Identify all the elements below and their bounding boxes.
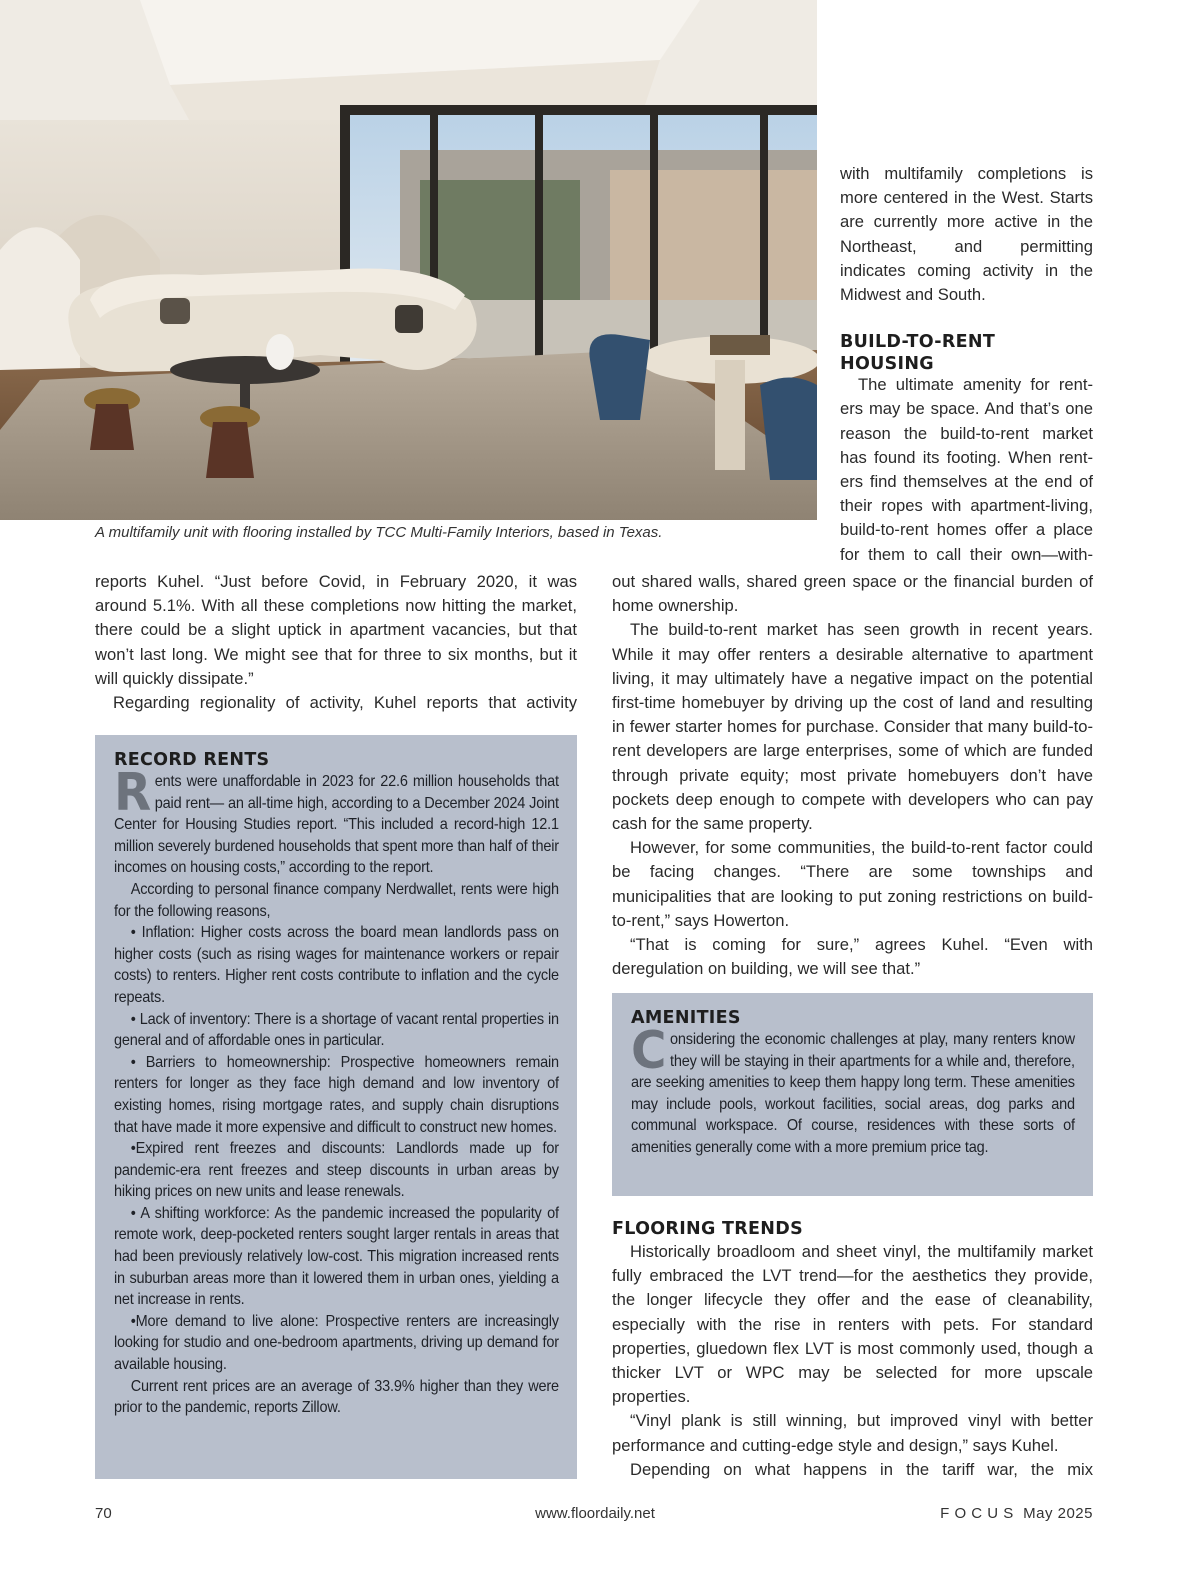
regional-paragraph: with multifamily completions is more centered in the West. Starts are currently more active in the Northeast, and permitting indicates coming activity in the Midwest and South. (840, 164, 1093, 305)
regionality-paragraph: Regarding regionality of activity, Kuhel reports that activity (113, 693, 577, 713)
amenities-sidebar (612, 993, 1093, 1196)
record-rents-sidebar (95, 735, 577, 1479)
amenities-dropcap: C (631, 1021, 667, 1081)
flooring-trends-lvt-paragraph: Historically broadloom and sheet vinyl, the multifamily market fully embraced the LVT trend—for the aesthetics they provide, the longer lifecycle they offer and the ease of cleanability, especially with the rise in renters with pets. For standard properties, gluedown flex LVT is most commonly used, though a thicker LVT or WPC may be selected for more upscale properties. (612, 1242, 1093, 1407)
intro-line: build-to-rent homes offer a place (840, 520, 1093, 540)
page-number: 70 (95, 1505, 112, 1522)
kuhel-quote-paragraph: reports Kuhel. “Just before Covid, in February 2020, it was around 5.1%. With all these completions now hitting the market, there could be a slight uptick in apartment vacancies, but that won’t last long. We might see that for three to six months, but it will quickly dissipate.” (95, 572, 577, 688)
record-rents-bullet: •Expired rent freezes and discounts: Landlords made up for pandemic-era rent freezes and steep discounts in urban areas by hiking prices on new units and lease renewals. (114, 1140, 559, 1201)
intro-line: ers may be space. And that’s one (840, 399, 1093, 419)
right-column (612, 570, 1093, 981)
intro-line: their ropes with apartment-living, (840, 496, 1093, 516)
record-rents-heading: RECORD RENTS (114, 750, 270, 770)
flooring-trends-vinyl-paragraph: “Vinyl plank is still winning, but improved vinyl with better performance and cutting-edge style and design,” says Kuhel. (612, 1411, 1093, 1455)
build-to-rent-heading-line2: HOUSING (840, 354, 934, 375)
record-rents-bullet: • A shifting workforce: As the pandemic increased the popularity of remote work, deep-pocketed renters sought larger rentals in areas that had been previously relatively low-cost. This migration increased rents in suburban areas more than it lowered them in urban ones, yielding a net increase in rents. (114, 1204, 559, 1309)
record-rents-bullet: • Inflation: Higher costs across the board mean landlords pass on higher costs (such as rising wages for maintenance workers or repair costs) to renters. Higher rent costs contribute to inflation and the cycle repeats. (114, 924, 559, 1006)
build-to-rent-intro (840, 373, 1093, 567)
flooring-trends-section (612, 1218, 1093, 1482)
record-rents-bullet: •More demand to live alone: Prospective renters are increasingly looking for studio and one-bedroom apartments, driving up demand for available housing. (114, 1312, 559, 1374)
record-rents-bullet: • Lack of inventory: There is a shortage of vacant rental properties in general and of affordable ones in particular. (114, 1010, 559, 1050)
footer-website: www.floordaily.net (535, 1505, 655, 1522)
amenities-body (631, 1021, 1075, 1159)
build-to-rent-continuation: out shared walls, shared green space or the financial burden of home ownership. (612, 572, 1093, 616)
record-rents-closing: Current rent prices are an average of 33.9% higher than they were prior to the pandemic, reports Zillow. (114, 1377, 559, 1417)
flooring-trends-tariff-paragraph: Depending on what happens in the tariff war, the mix (630, 1459, 1093, 1479)
intro-line: ers find themselves at the end of (840, 472, 1093, 492)
build-to-rent-zoning-paragraph: However, for some communities, the build-to-rent factor could be facing changes. “There are some townships and municipalities that are looking to put zoning restrictions on build-to-rent,” says Howerton. (612, 838, 1093, 930)
record-rents-body (114, 763, 559, 1419)
footer-issue: F O C U S May 2025 (940, 1505, 1093, 1522)
living-room-photo-icon (0, 0, 817, 520)
intro-line: reason the build-to-rent market (840, 423, 1093, 443)
amenities-text: onsidering the economic challenges at play, many renters know they will be staying in their apartments for a while and, therefore, are seeking amenities to keep them happy long term. These amenities may include pools, workout facilities, social areas, dog parks and communal workspace. Of course, residences with these sorts of amenities generally come with a more premium price tag. (631, 1031, 1075, 1156)
record-rents-dropcap: R (114, 763, 152, 823)
intro-line: for them to call their own—with- (840, 544, 1093, 564)
build-to-rent-heading-line1: BUILD-TO-RENT (840, 332, 996, 353)
intro-line: The ultimate amenity for rent- (858, 375, 1093, 395)
top-right-column (840, 162, 1093, 567)
living-room-photo (0, 0, 817, 520)
photo-caption: A multifamily unit with flooring installed by TCC Multi-Family Interiors, based in Texas. (95, 524, 663, 541)
amenities-heading: AMENITIES (631, 1008, 741, 1028)
intro-line: has found its footing. When rent- (840, 447, 1093, 467)
build-to-rent-growth-paragraph: The build-to-rent market has seen growth in recent years. While it may offer renters a desirable alternative to apartment living, it may ultimately have a negative impact on the potential first-time homebuyer by driving up the cost of land and resulting in fewer starter homes for purchase. Consider that many build-to-rent developers are large enterprises, some of which are funded through private equity; most private homebuyers don’t have pockets deep enough to compete with developers who can pay cash for the same property. (612, 620, 1093, 834)
record-rents-nerdwallet: According to personal finance company Nerdwallet, rents were high for the following reasons, (114, 880, 559, 920)
build-to-rent-kuhel-paragraph: “That is coming for sure,” agrees Kuhel. “Even with deregulation on building, we will see that.” (612, 935, 1093, 979)
record-rents-bullet: • Barriers to homeownership: Prospective homeowners remain renters for longer as they face high demand and low inventory of existing homes, rising mortgage rates, and supply chain disruptions that have made it more expensive and difficult to construct new homes. (114, 1053, 559, 1136)
left-column (95, 570, 577, 715)
record-rents-intro: ents were unaffordable in 2023 for 22.6 million households that paid rent— an all-time high, according to a December 2024 Joint Center for Housing Studies report. “This included a record-high 12.1 million severely burdened households that spent more than half of their incomes on housing costs,” according to the report. (114, 773, 559, 877)
flooring-trends-heading: FLOORING TRENDS (612, 1219, 803, 1239)
